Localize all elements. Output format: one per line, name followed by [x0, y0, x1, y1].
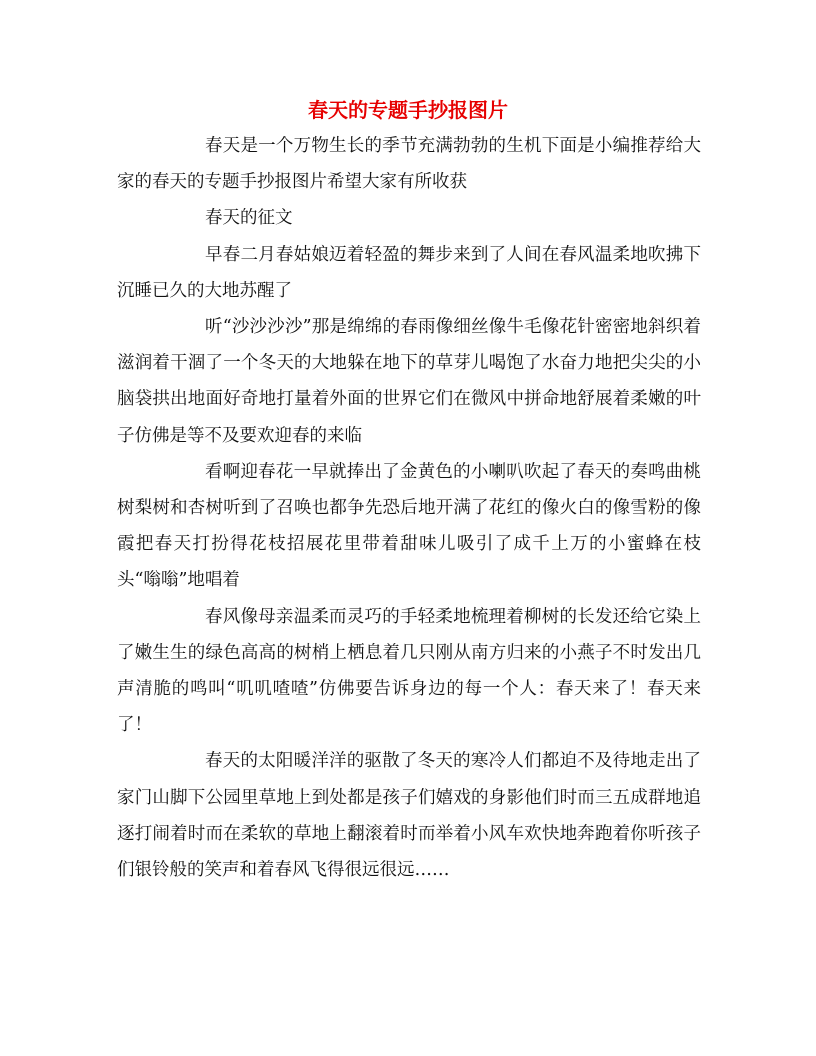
paragraph-intro: 春天是一个万物生长的季节充满勃勃的生机下面是小编推荐给大家的春天的专题手抄报图片希望大家有所收获: [117, 136, 701, 193]
document-body: [117, 128, 701, 888]
paragraph-early-spring: 早春二月春姑娘迈着轻盈的舞步来到了人间在春风温柔地吹拂下沉睡已久的大地苏醒了: [117, 244, 701, 301]
paragraph-spring-sun: 春天的太阳暖洋洋的驱散了冬天的寒冷人们都迫不及待地走出了家门山脚下公园里草地上到处都是孩子们嬉戏的身影他们时而三五成群地追逐打闹着时而在柔软的草地上翻滚着时而举着小风车欢快地奔跑着你听孩子们银铃般的笑声和着春风飞得很远很远……: [117, 751, 701, 881]
document-title: 春天的专题手抄报图片: [308, 98, 508, 122]
paragraph-spring-rain: 听“沙沙沙沙”那是绵绵的春雨像细丝像牛毛像花针密密地斜织着滋润着干涸了一个冬天的大地躲在地下的草芽儿喝饱了水奋力地把尖尖的小脑袋拱出地面好奇地打量着外面的世界它们在微风中拼命地舒展着柔嫩的叶子仿佛是等不及要欢迎春的来临: [117, 317, 701, 446]
paragraph-essay-heading: 春天的征文: [205, 208, 293, 229]
paragraph-flowers: 看啊迎春花一早就捧出了金黄色的小喇叭吹起了春天的奏鸣曲桃树梨树和杏树听到了召唤也都争先恐后地开满了花红的像火白的像雪粉的像霞把春天打扮得花枝招展花里带着甜味儿吸引了成千上万的小蜜蜂在枝头“嗡嗡”地唱着: [117, 461, 701, 591]
paragraph-spring-wind: 春风像母亲温柔而灵巧的手轻柔地梳理着柳树的长发还给它染上了嫩生生的绿色高高的树梢上栖息着几只刚从南方归来的小燕子不时发出几声清脆的鸣叫“叽叽喳喳”仿佛要告诉身边的每一个人：春天来了！春天来了！: [117, 606, 701, 736]
